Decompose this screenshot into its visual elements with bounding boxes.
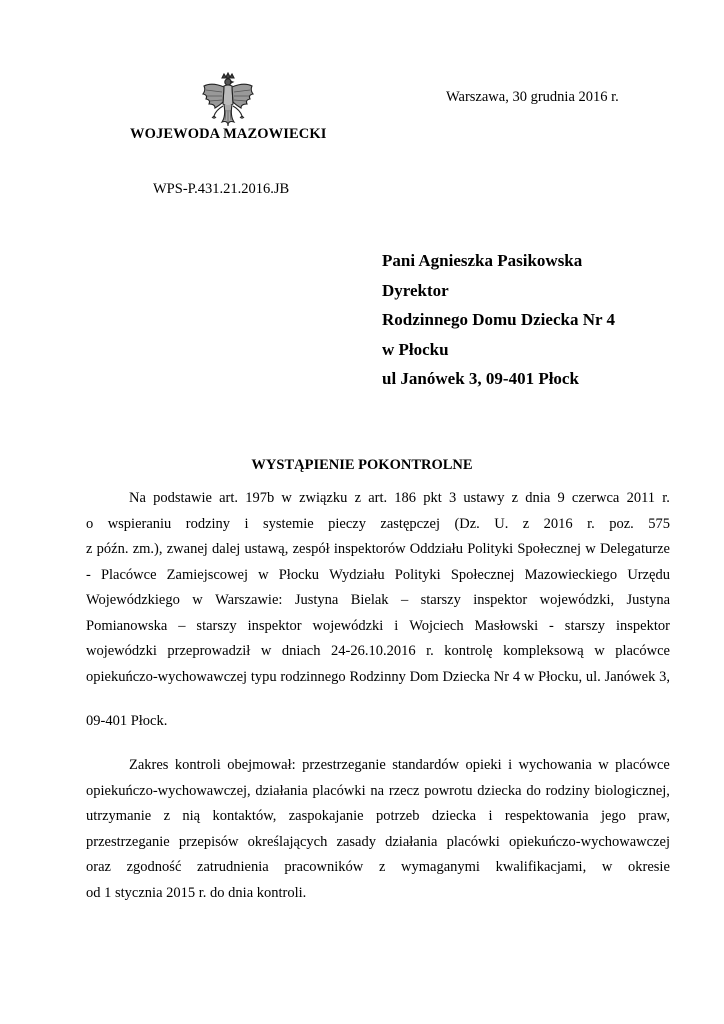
paragraph-line: - Placówce Zamiejscowej w Płocku Wydziału Polityki Społecznej Mazowieckiego Urzędu bbox=[86, 566, 670, 583]
polish-eagle-emblem-icon bbox=[200, 72, 256, 130]
paragraph-line: opiekuńczo-wychowawczej typu rodzinnego Rodzinny Dom Dziecka Nr 4 w Płocku, ul. Janówek 3, bbox=[86, 668, 670, 685]
paragraph-line: 09-401 Płock. bbox=[86, 713, 168, 729]
issuing-authority: WOJEWODA MAZOWIECKI bbox=[130, 126, 327, 142]
recipient-street: ul Janówek 3, 09-401 Płock bbox=[382, 369, 579, 388]
paragraph-inspection-scope bbox=[86, 753, 670, 906]
recipient-institution: Rodzinnego Domu Dziecka Nr 4 bbox=[382, 310, 615, 329]
paragraph-line: oraz zgodność zatrudnienia pracowników z wymaganymi kwalifikacjami, w okresie bbox=[86, 859, 670, 875]
recipient-position: Dyrektor bbox=[382, 280, 449, 300]
paragraph-line: o wspieraniu rodziny i systemie pieczy zastępczej (Dz. U. z 2016 r. poz. 575 bbox=[86, 515, 670, 532]
paragraph-line: z późn. zm.), zwanej dalej ustawą, zespół inspektorów Oddziału Polityki Społecznej w Delegaturze bbox=[86, 541, 670, 557]
paragraph-line: wojewódzki przeprowadził w dniach 24-26.10.2016 r. kontrolę kompleksową w placówce bbox=[86, 643, 670, 659]
letter-date: Warszawa, 30 grudnia 2016 r. bbox=[446, 89, 619, 105]
paragraph-line: utrzymanie z nią kontaktów, zaspokajanie potrzeb dziecka i respektowania jego praw, bbox=[86, 808, 670, 824]
paragraph-line: od 1 stycznia 2015 r. do dnia kontroli. bbox=[86, 884, 307, 901]
recipient-address-block bbox=[382, 246, 615, 394]
document-title: WYSTĄPIENIE POKONTROLNE bbox=[251, 457, 473, 473]
paragraph-line: opiekuńczo-wychowawczej, działania placówki na rzecz powrotu dziecka do rodziny biologicznej, bbox=[86, 782, 670, 799]
paragraph-line: przestrzeganie przepisów określających zasady działania placówki opiekuńczo-wychowawczej bbox=[86, 833, 670, 850]
paragraph-line: Na podstawie art. 197b w związku z art. 186 pkt 3 ustawy z dnia 9 czerwca 2011 r. bbox=[129, 490, 670, 506]
paragraph-inspection-basis bbox=[86, 486, 670, 735]
reference-number: WPS-P.431.21.2016.JB bbox=[153, 181, 290, 197]
recipient-city: w Płocku bbox=[382, 339, 449, 359]
paragraph-line: Zakres kontroli obejmował: przestrzeganie standardów opieki i wychowania w placówce bbox=[129, 757, 670, 773]
recipient-name: Pani Agnieszka Pasikowska bbox=[382, 251, 583, 270]
paragraph-line: Pomianowska – starszy inspektor wojewódzki i Wojciech Masłowski - starszy inspektor bbox=[86, 617, 670, 634]
paragraph-line: Wojewódzkiego w Warszawie: Justyna Bielak – starszy inspektor wojewódzki, Justyna bbox=[86, 592, 670, 608]
